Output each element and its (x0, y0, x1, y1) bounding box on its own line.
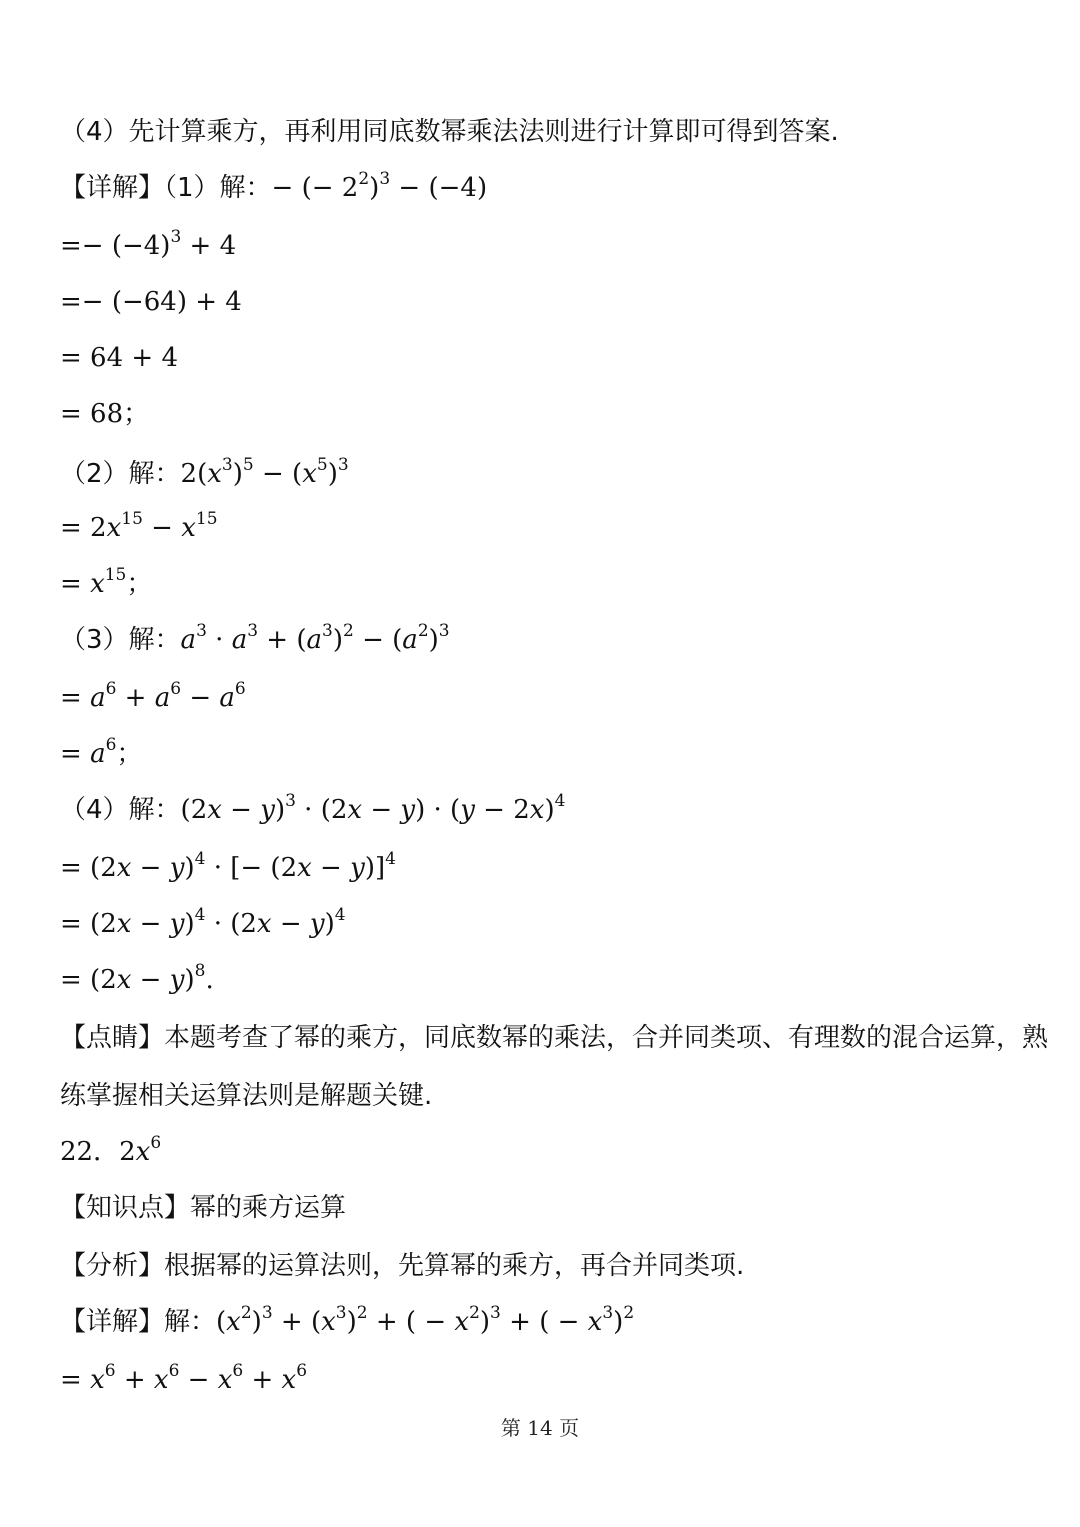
equation-step: = 68； (60, 399, 150, 429)
solution-3-label: （3）解： (60, 625, 181, 655)
expression: − (− $2^2)^3 - (-4)$ (271, 169, 488, 203)
equation-step: = 64 + 4 (60, 343, 178, 373)
key-point-note: 【点睛】本题考查了幂的乘方，同底数幂的乘法，合并同类项、有理数的混合运算，熟 (60, 1023, 1049, 1053)
equation-step: =− $(-4)^3 + 4$ (60, 227, 237, 261)
equation-step: = $(2x - y)^4 \cdot (2x - y)^4$ (60, 905, 346, 939)
answer-expression: $2x^6$ (119, 1133, 162, 1167)
equation-step: = $2x^{15} - x^{15}$ (60, 509, 218, 543)
expression: $2(x^3)^5 - (x^5)^3$ (180, 455, 349, 489)
solution-2-label: （2）解： (60, 459, 181, 489)
solution-2-heading (60, 456, 1020, 492)
expression: $a^3 \cdot a^3 + (a^3)^2 - (a^2)^3$ (180, 621, 450, 655)
equation-step: = $a^6 + a^6 - a^6$ (60, 679, 246, 713)
expression: $(x^2)^3 + (x^3)^2$ + ( − $x^2)^3$ + ( − $x^3)^2$ (216, 1303, 635, 1337)
solution-1-label: 【详解】（1）解： (60, 173, 272, 203)
equation-step: =− (−64) + 4 (60, 287, 242, 317)
question-number: 22． (60, 1137, 120, 1167)
solution-22-label: 【详解】解： (60, 1307, 217, 1337)
knowledge-point: 【知识点】幂的乘方运算 (60, 1193, 347, 1223)
solution-1-heading (60, 170, 1020, 206)
key-point-note-continued: 练掌握相关运算法则是解题关键. (60, 1081, 433, 1111)
equation-step: = $x^{15}$； (60, 565, 153, 599)
equation-step: = $(2x - y)^8$. (60, 961, 214, 995)
analysis: 【分析】根据幂的运算法则，先算幂的乘方，再合并同类项. (60, 1251, 745, 1281)
page-number: 第 14 页 (500, 1416, 580, 1440)
equation-step: = $(2x - y)^4$ · [− (2x − y)]$^4$ (60, 849, 396, 883)
solution-22-heading (60, 1304, 1020, 1340)
equation-step: = $a^6$； (60, 735, 143, 769)
answer-22 (60, 1134, 1020, 1170)
expression: $(2x - y)^3 \cdot (2x - y) \cdot (y - 2x)^4$ (180, 791, 566, 825)
solution-4-label: （4）解： (60, 795, 181, 825)
equation-step: = $x^6 + x^6 - x^6 + x^6$ (60, 1361, 308, 1395)
solution-3-heading (60, 622, 1020, 658)
analysis-step-4: （4）先计算乘方，再利用同底数幂乘法法则进行计算即可得到答案. (60, 117, 839, 147)
solution-4-heading (60, 792, 1020, 828)
